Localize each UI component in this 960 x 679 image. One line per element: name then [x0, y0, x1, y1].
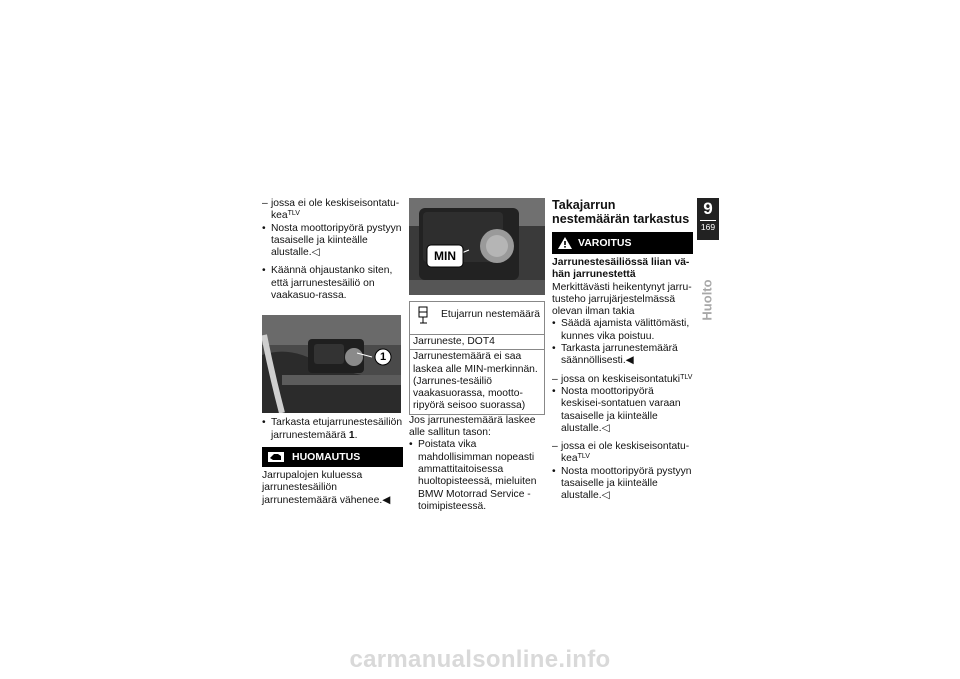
spec-fluid: Jarruneste, DOT4 [410, 334, 544, 349]
warning-heading: Jarrunestesäiliössä liian vä-hän jarrunestettä [552, 257, 690, 281]
paragraph: Jos jarrunestemäärä laskee alle sallitun tason: [409, 414, 536, 439]
list-item: – jossa ei ole keskiseisontatu-kea$^{TLV}$ [552, 441, 693, 466]
column-2 [409, 198, 545, 513]
list-item: – jossa on keskiseisontatuki$^{TLV}$ [552, 374, 693, 386]
list-item: • Nosta moottoripyörä pystyyn tasaiselle ja kiinteälle alustalle.◁ [552, 466, 693, 503]
list-item: • Poistata vika mahdollisimman nopeasti ammattitaitoisessa huoltopisteessä, mieluiten BMW Motorrad Service -toimipisteessä. [409, 439, 545, 513]
section-side-label: Huolto [699, 279, 715, 321]
list-item: • Nosta moottoripyörä pystyyn tasaiselle ja kiinteälle alustalle.◁ [262, 223, 403, 260]
warning-text: Merkittävästi heikentynyt jarru-tusteho jarrujärjestelmässä olevan ilman takia [552, 281, 692, 318]
warning-banner: VAROITUS [552, 232, 693, 254]
chapter-number: 9 [703, 199, 713, 218]
spec-title: Etujarrun nestemäärä [441, 309, 541, 320]
spec-text: Jarrunestemäärä ei saa laskea alle MIN-merkinnän. (Jarrunes-tesäiliö vaakasuorassa, mootto-ripyörä seisoo suorassa) [410, 349, 544, 413]
callout-number: 1 [379, 351, 387, 364]
page-number: 169 [700, 222, 716, 232]
tlv-superscript: TLV [577, 453, 590, 461]
chapter-tab [697, 198, 719, 240]
fluid-reservoir-icon [417, 305, 431, 325]
list-item: • Käännä ohjaustanko siten, että jarrunestesäiliö on vaakasuo-rassa. [262, 265, 403, 302]
tlv-superscript: TLV [680, 373, 693, 381]
list-item: • Säädä ajamista välittömästi, kunnes vika poistuu. [552, 318, 693, 343]
front-brake-reservoir-photo [262, 315, 401, 413]
min-mark-photo [409, 198, 545, 295]
list-item: • Tarkasta jarrunestemäärä säännöllisesti.◀ [552, 343, 693, 368]
note-text: Jarrupalojen kuluessa jarrunestesäiliön jarrunestemäärä vähenee.◀ [262, 469, 391, 506]
min-mark-illustration [409, 198, 545, 295]
section-heading: Takajarrun nestemäärän tarkastus [552, 198, 690, 226]
list-item: – jossa ei ole keskiseisontatu-kea$^{TLV}$ [262, 198, 403, 223]
list-item: • Tarkasta etujarrunestesäiliön jarrunestemäärä 1. [262, 417, 403, 442]
min-label: MIN [434, 249, 456, 263]
column-1 [262, 198, 403, 507]
warning-triangle-icon [558, 237, 572, 249]
list-item: • Nosta moottoripyörä keskisei-sontatuen varaan tasaiselle ja kiinteälle alustalle.◁ [552, 386, 693, 435]
tlv-superscript: TLV [287, 210, 300, 218]
spec-box [409, 301, 545, 415]
note-banner: HUOMAUTUS [262, 447, 403, 467]
watermark: carmanualsonline.info [349, 646, 611, 673]
column-3 [552, 198, 693, 503]
hand-note-icon [268, 451, 284, 463]
